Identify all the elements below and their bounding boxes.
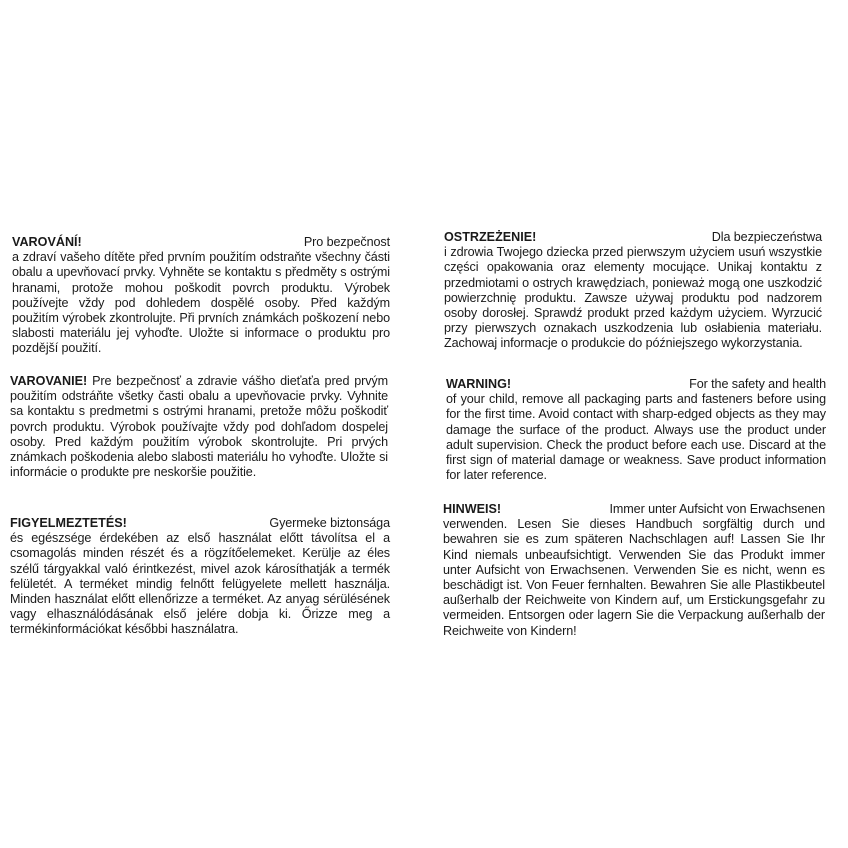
warning-lead-text: Immer unter Aufsicht von Erwachsenen xyxy=(609,502,825,516)
warning-block-hu xyxy=(10,516,390,638)
warning-heading: VAROVANIE! xyxy=(10,374,88,388)
warning-header xyxy=(443,502,825,517)
warning-body: i zdrowia Twojego dziecka przed pierwszym użyciem usuń wszystkie części opakowania oraz elementy mocujące. Unikaj kontaktu z przedmiotami o ostrych krawędziach, ponieważ mogą one uszkodzić powierzchnię produktu. Zawsze używaj produktu pod nadzorem osoby dorosłej. Sprawdź produkt przed każdym użyciem. Wyrzucić przy pierwszych oznakach uszkodzenia lub osłabienia materiału. Zachowaj informacje o produkcie do późniejszego wykorzystania. xyxy=(444,245,822,351)
warning-heading: WARNING! xyxy=(446,377,512,391)
warning-header xyxy=(10,516,390,531)
warning-block-cz xyxy=(12,235,390,357)
warning-block-de xyxy=(443,502,825,639)
warning-header xyxy=(10,374,349,388)
warning-lead-text: For the safety and health xyxy=(689,377,826,391)
warning-body: prvým použitím odstráňte všetky časti obalu a upevňovacie prvky. Vyhnite sa kontaktu s predmetmi s ostrými hranami, pretože môžu poškodiť povrch produktu. Výrobok používajte vždy pod dohľadom dospelej osoby. Pred každým použitím výrobok skontrolujte. Pri prvých známkach poškodenia alebo slabosti materiálu ho vyhoďte. Uložte si informácie o produkte pre neskoršie použitie. xyxy=(10,374,389,480)
warning-lead-text: Dla bezpieczeństwa xyxy=(711,230,822,244)
warning-heading: OSTRZEŻENIE! xyxy=(444,230,537,244)
warning-header xyxy=(444,230,822,245)
warning-lead-text: Pre bezpečnosť a zdravie vášho dieťaťa pred xyxy=(92,374,350,388)
warning-body: a zdraví vašeho dítěte před prvním použitím odstraňte všechny části obalu a upevňovací prvky. Vyhněte se kontaktu s předměty s ostrými hranami, protože mohou poškodit povrch produktu. Výrobek používejte vždy pod dohledem dospělé osoby. Před každým použitím výrobek zkontrolujte. Při prvních známkách poškození nebo slabosti materiálu jej vyhoďte. Uložte si informace o produktu pro pozdější použití. xyxy=(12,250,390,356)
warning-body: of your child, remove all packaging parts and fasteners before using for the first time. Avoid contact with sharp-edged objects as they may damage the surface of the product. Always use the product under adult supervision. Check the product before each use. Discard at the first sign of material damage or weakness. Save product information for later reference. xyxy=(446,392,826,483)
warning-body: és egészsége érdekében az első használat előtt távolítsa el a csomagolás minden részét és a rögzítőelemeket. Kerülje az éles szélű tárgyakkal való érintkezést, mivel azok károsíthatják a termék felületét. A terméket mindig felnőtt felügyelete mellett használja. Minden használat előtt ellenőrizze a terméket. Az anyag sérülésének vagy elhasználódásának első jelére dobja ki. Őrizze meg a termékinformációkat későbbi használatra. xyxy=(10,531,390,637)
warning-lead-text: Pro bezpečnost xyxy=(303,235,390,249)
warning-block-pl xyxy=(444,230,822,352)
warning-header xyxy=(12,235,390,250)
warning-block-en xyxy=(446,377,826,483)
warning-block-sk xyxy=(10,374,388,480)
warning-header xyxy=(446,377,826,392)
warning-heading: FIGYELMEZTETÉS! xyxy=(10,516,127,530)
warning-heading: VAROVÁNÍ! xyxy=(12,235,82,249)
warning-heading: HINWEIS! xyxy=(443,502,502,516)
warning-body: verwenden. Lesen Sie dieses Handbuch sorgfältig durch und bewahren sie es zum späteren Nachschlagen auf! Lassen Sie Ihr Kind niemals unbeaufsichtigt. Verwenden Sie das Produkt immer unter Aufsicht von Erwachsenen. Verwenden Sie es nicht, wenn es beschädigt ist. Von Feuer fernhalten. Bewahren Sie alle Plastikbeutel außerhalb der Reichweite von Kindern auf, um Erstickungsgefahr zu vermeiden. Entsorgen oder lagern Sie die Verpackung außerhalb der Reichweite von Kindern! xyxy=(443,517,825,638)
warning-lead-text: Gyermeke biztonsága xyxy=(269,516,390,530)
